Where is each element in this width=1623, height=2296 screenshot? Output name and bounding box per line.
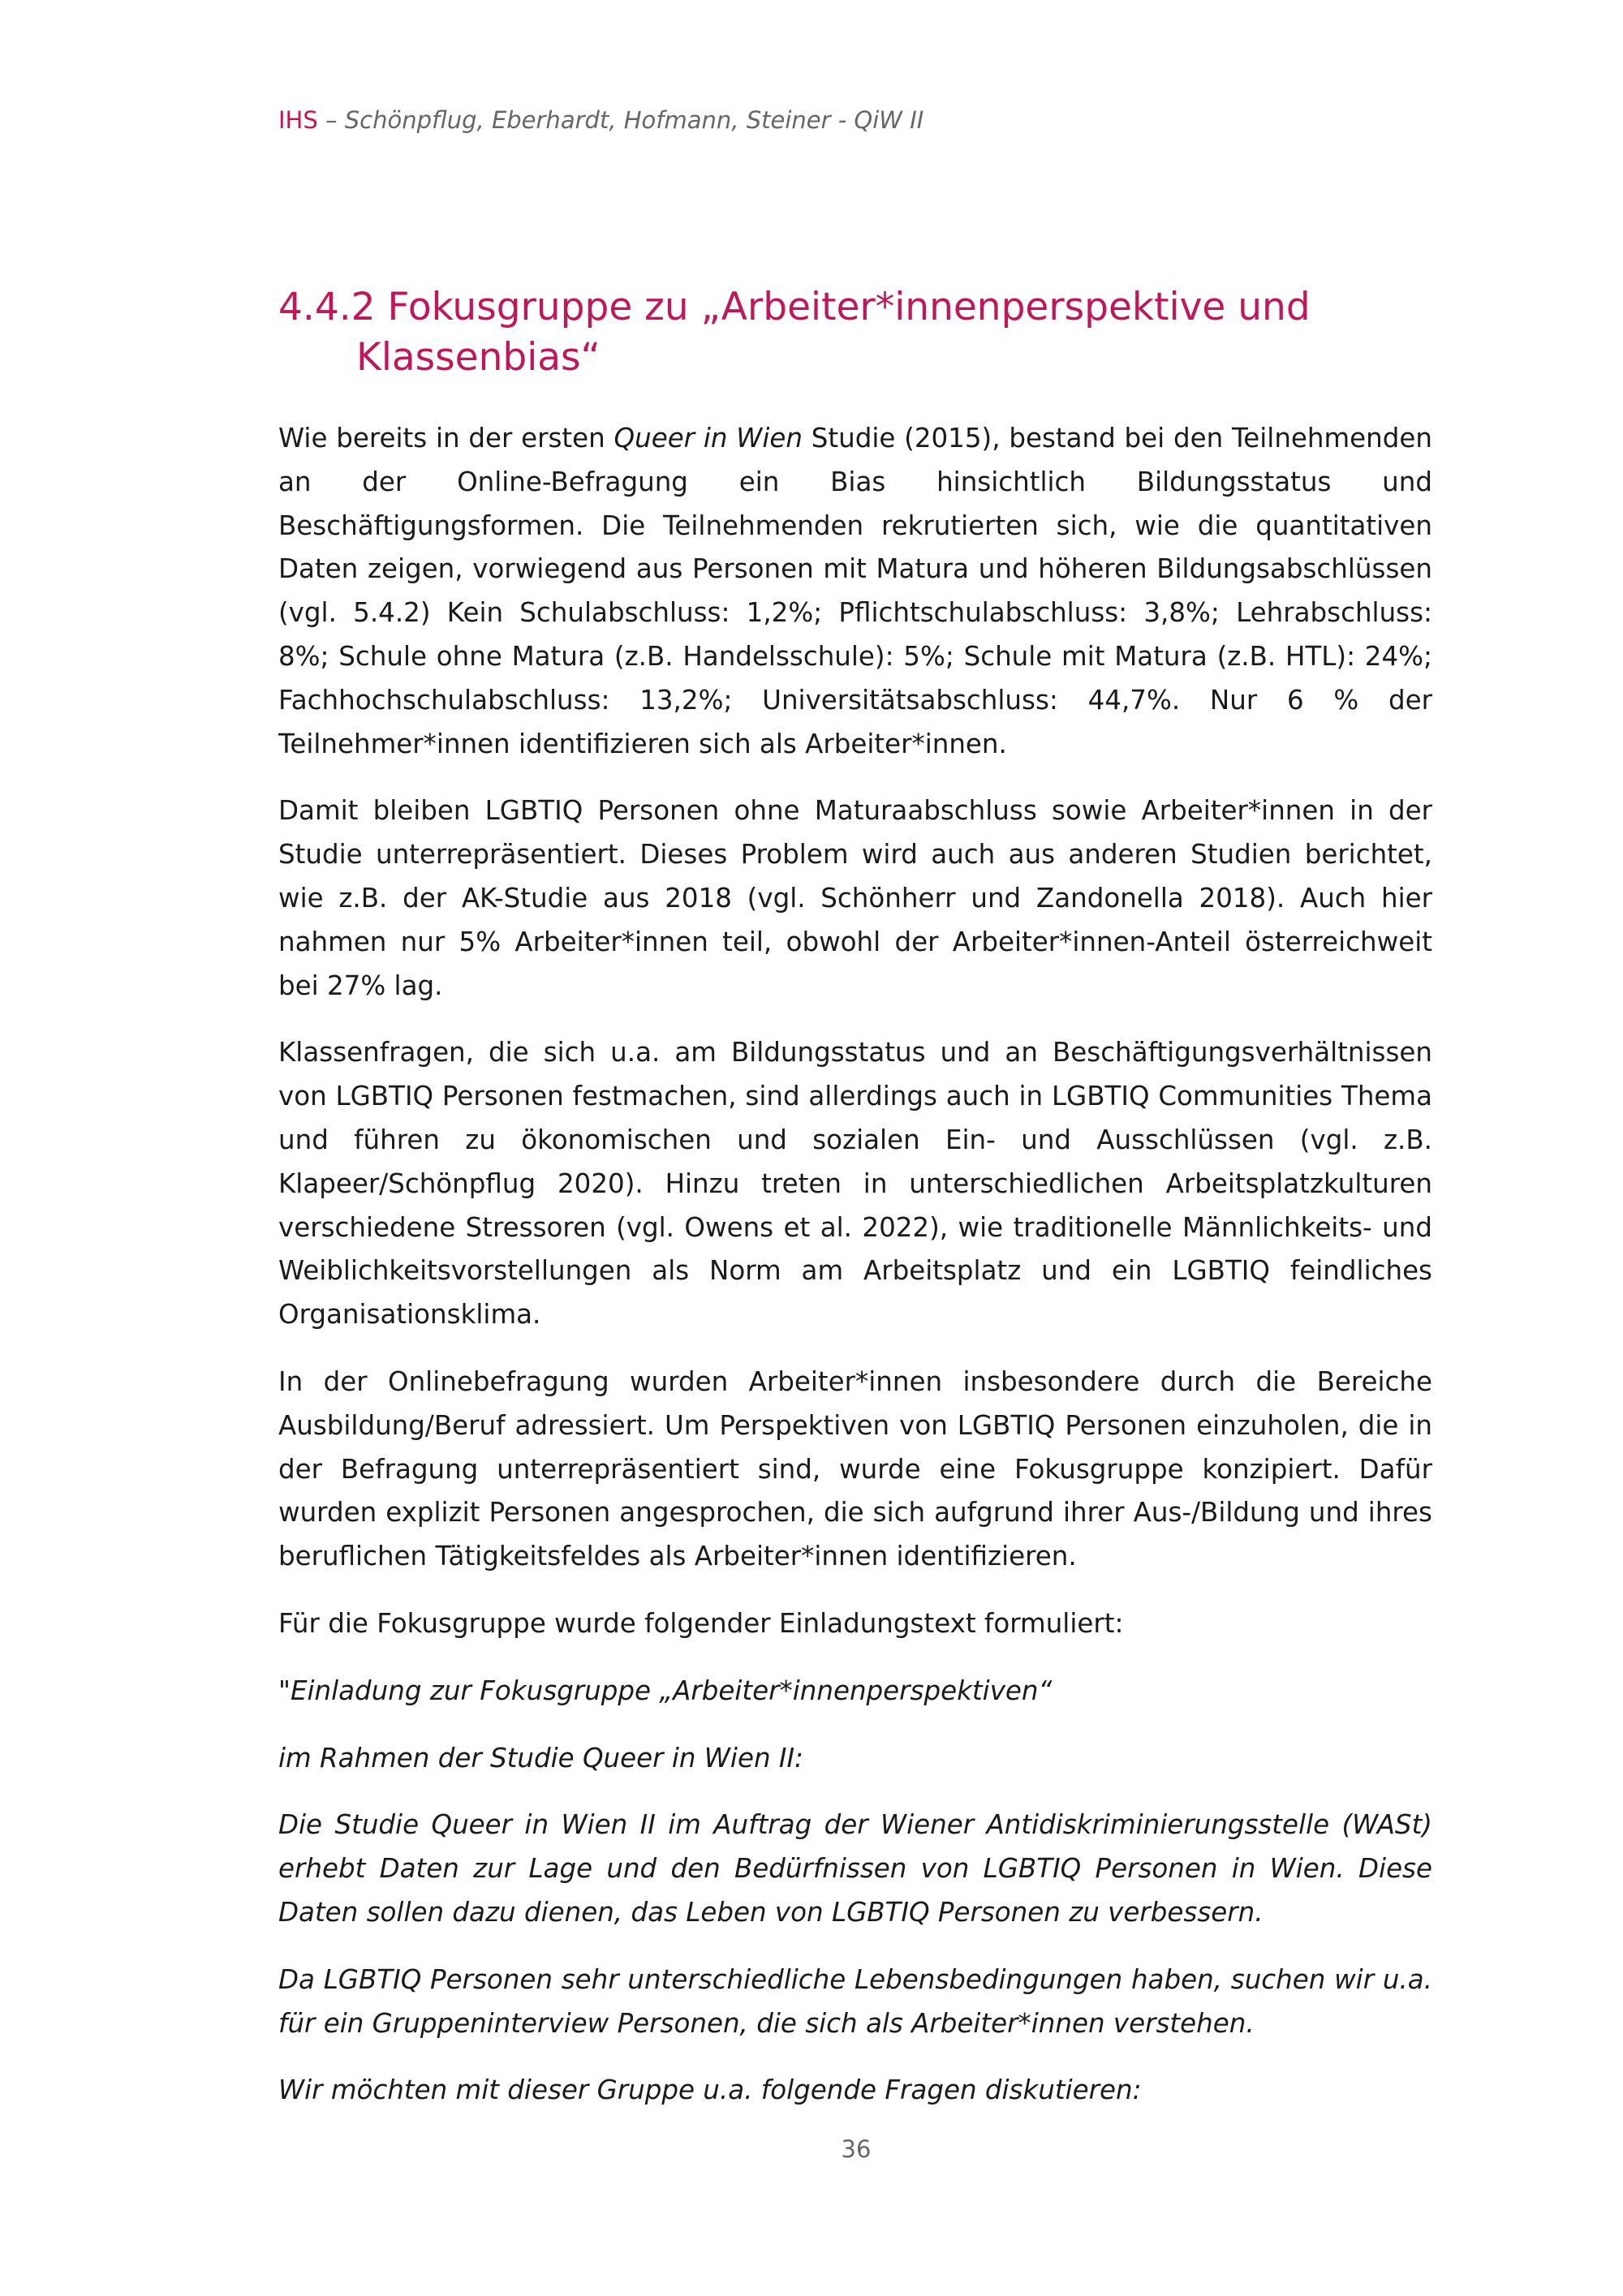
paragraph-5: Für die Fokusgruppe wurde folgender Einladungstext formuliert:: [278, 1607, 1124, 1639]
paragraph-2: Damit bleiben LGBTIQ Personen ohne Maturaabschluss sowie Arbeiter*innen in der Studie unterrepräsentiert. Dieses Problem wird auch aus anderen Studien berichtet, wie z.B. der AK-Studie aus 2018 (vgl. Schönherr und Zandonella 2018). Auch hier nahmen nur 5% Arbeiter*innen teil, obwohl der Arbeiter*innen-Anteil österreichweit bei 27% lag.: [278, 795, 1432, 1001]
header-org: IHS: [278, 106, 318, 134]
header-authors: Schönpflug, Eberhardt, Hofmann, Steiner - QiW II: [344, 106, 924, 134]
invitation-context: im Rahmen der Studie Queer in Wien II:: [278, 1742, 804, 1774]
invitation-paragraph-3: Wir möchten mit dieser Gruppe u.a. folgende Fragen diskutieren:: [278, 2075, 1142, 2106]
section-title-line2: Klassenbias“: [356, 335, 601, 380]
invitation-paragraph-2: Da LGBTIQ Personen sehr unterschiedliche Lebensbedingungen haben, suchen wir u.a. für ein Gruppeninterview Personen, die sich als Arbeiter*innen verstehen.: [278, 1963, 1432, 2039]
section-heading: [278, 282, 1432, 383]
paragraph-4: In der Onlinebefragung wurden Arbeiter*innen insbesondere durch die Bereiche Ausbildung/Beruf adressiert. Um Perspektiven von LGBTIQ Personen einzuholen, die in der Befragung unterrepräsentiert sind, wurde eine Fokusgruppe konzipiert. Dafür wurden explizit Personen angesprochen, die sich aufgrund ihrer Aus-/Bildung und ihres beruflichen Tätigkeitsfeldes als Arbeiter*innen identifizieren.: [278, 1365, 1432, 1572]
paragraph-1: [278, 417, 1432, 766]
document-body: [278, 282, 1432, 2136]
section-title-line1: Fokusgruppe zu „Arbeiter*innenperspektive und: [387, 285, 1311, 329]
header-separator: –: [317, 106, 345, 134]
invitation-title: "Einladung zur Fokusgruppe „Arbeiter*innenperspektiven“: [278, 1675, 1053, 1706]
section-number: 4.4.2: [278, 285, 376, 329]
paragraph-1-emphasis: Queer in Wien: [613, 423, 803, 454]
paragraph-1-rest: Studie (2015), bestand bei den Teilnehmenden an der Online-Befragung ein Bias hinsichtlich Bildungsstatus und Beschäftigungsformen. Die Teilnehmenden rekrutierten sich, wie die quantitativen Daten zeigen, vorwiegend aus Personen mit Matura und höheren Bildungsabschlüssen (vgl. 5.4.2) Kein Schulabschluss: 1,2%; Pflichtschulabschluss: 3,8%; Lehrabschluss: 8%; Schule ohne Matura (z.B. Handelsschule): 5%; Schule mit Matura (z.B. HTL): 24%; Fachhochschulabschluss: 13,2%; Universitätsabschluss: 44,7%. Nur 6 % der Teilnehmer*innen identifizieren sich als Arbeiter*innen.: [278, 423, 1432, 759]
running-header: [278, 104, 923, 136]
paragraph-3: Klassenfragen, die sich u.a. am Bildungsstatus und an Beschäftigungsverhältnissen von LGBTIQ Personen festmachen, sind allerdings auch in LGBTIQ Communities Thema und führen zu ökonomischen und sozialen Ein- und Ausschlüssen (vgl. z.B. Klapeer/Schönpflug 2020). Hinzu treten in unterschiedlichen Arbeitsplatzkulturen verschiedene Stressoren (vgl. Owens et al. 2022), wie traditionelle Männlichkeits- und Weiblichkeitsvorstellungen als Norm am Arbeitsplatz und ein LGBTIQ feindliches Organisationsklima.: [278, 1037, 1432, 1331]
paragraph-1-start: Wie bereits in der ersten: [278, 423, 614, 454]
page-number: 36: [841, 2135, 872, 2163]
invitation-paragraph-1: Die Studie Queer in Wien II im Auftrag der Wiener Antidiskriminierungsstelle (WASt) erhebt Daten zur Lage und den Bedürfnissen von LGBTIQ Personen in Wien. Diese Daten sollen dazu dienen, das Leben von LGBTIQ Personen zu verbessern.: [278, 1809, 1432, 1928]
